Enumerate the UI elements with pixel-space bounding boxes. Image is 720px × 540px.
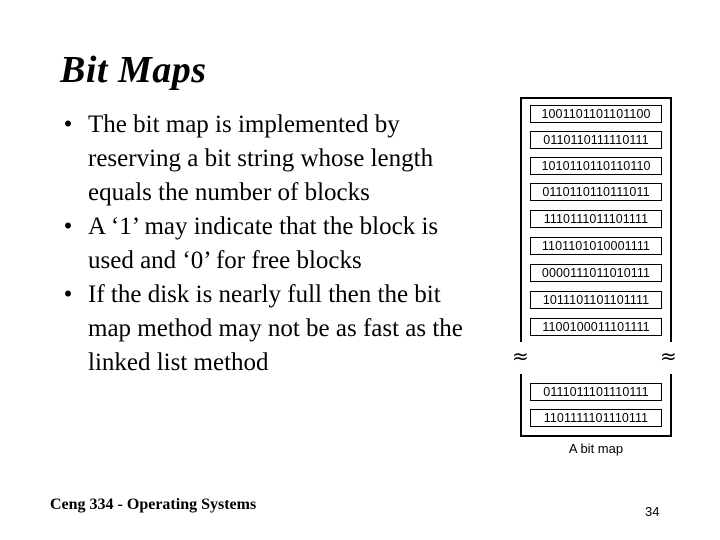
bitmap-row: 0110110110111011: [530, 183, 662, 201]
bitmap-row: 1011101101101111: [530, 291, 662, 309]
bullet-text: If the disk is nearly full then the bit map method may not be as fast as the linked list method: [88, 281, 463, 376]
bitmap-row: 1101111101110111: [530, 409, 662, 427]
bullet-text: The bit map is implemented by reserving a bit string whose length equals the number of blocks: [88, 111, 434, 206]
bullet-marker: •: [63, 281, 73, 308]
bullet-item: [58, 210, 478, 278]
bitmap-row: 1010110110110110: [530, 157, 662, 175]
page-number: 34: [645, 504, 660, 519]
bitmap-row: 1001101101101100: [530, 105, 662, 123]
bullet-item: [58, 108, 478, 210]
bitmap-row: 1101101010001111: [530, 237, 662, 255]
break-marker-left: ≈: [512, 344, 529, 368]
bitmap-row: 0000111011010111: [530, 264, 662, 282]
figure-caption: A bit map: [568, 441, 624, 456]
bitmap-row: 0110110111110111: [530, 131, 662, 149]
bullet-marker: •: [63, 213, 73, 240]
bullet-list: [58, 108, 478, 380]
slide-title: Bit Maps: [60, 49, 207, 91]
bitmap-row: 1110111011101111: [530, 210, 662, 228]
bullet-marker: •: [63, 111, 73, 138]
bullet-item: [58, 278, 478, 380]
slide-footer: Ceng 334 - Operating Systems: [50, 496, 257, 513]
bitmap-figure: [506, 97, 686, 472]
bitmap-row: 1100100011101111: [530, 318, 662, 336]
bitmap-break-gap: [516, 342, 676, 374]
bitmap-row: 0111011101110111: [530, 383, 662, 401]
bullet-text: A ‘1’ may indicate that the block is used and ‘0’ for free blocks: [88, 213, 439, 274]
break-marker-right: ≈: [660, 344, 677, 368]
bitmap-frame: [520, 97, 672, 437]
